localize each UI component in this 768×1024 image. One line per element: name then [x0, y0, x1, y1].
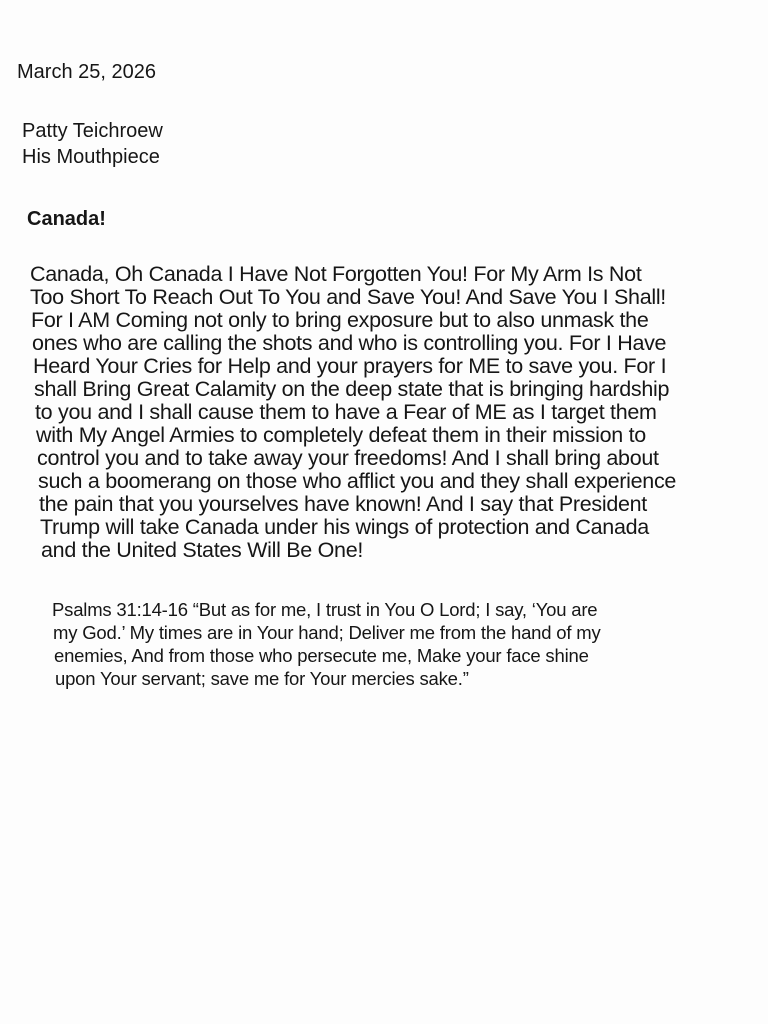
author-role: His Mouthpiece	[22, 146, 160, 168]
body-line: Canada, Oh Canada I Have Not Forgotten You! For My Arm Is Not	[30, 262, 642, 286]
body-line: For I AM Coming not only to bring exposure but to also unmask the	[31, 308, 649, 332]
scripture-line: my God.’ My times are in Your hand; Deliver me from the hand of my	[53, 622, 601, 643]
body-line: to you and I shall cause them to have a Fear of ME as I target them	[35, 400, 657, 424]
body-line: such a boomerang on those who afflict you and they shall experience	[38, 469, 677, 493]
body-line: Heard Your Cries for Help and your prayers for ME to save you. For I	[33, 354, 667, 378]
body-line: shall Bring Great Calamity on the deep state that is bringing hardship	[34, 377, 670, 401]
author-name: Patty Teichroew	[22, 120, 163, 142]
body-line: Too Short To Reach Out To You and Save You! And Save You I Shall!	[30, 285, 666, 309]
body-line: control you and to take away your freedoms! And I shall bring about	[37, 446, 659, 470]
letter-date: March 25, 2026	[17, 61, 156, 83]
body-line: ones who are calling the shots and who is controlling you. For I Have	[32, 331, 667, 355]
body-line: with My Angel Armies to completely defeat them in their mission to	[36, 423, 646, 447]
body-line: the pain that you yourselves have known! And I say that President	[39, 492, 647, 516]
scripture-line: enemies, And from those who persecute me, Make your face shine	[54, 645, 589, 666]
scripture-line: Psalms 31:14-16 “But as for me, I trust in You O Lord; I say, ‘You are	[52, 599, 598, 620]
letter-title: Canada!	[27, 208, 106, 230]
body-line: and the United States Will Be One!	[41, 538, 364, 562]
scripture-line: upon Your servant; save me for Your mercies sake.”	[55, 668, 469, 689]
body-line: Trump will take Canada under his wings of protection and Canada	[40, 515, 649, 539]
